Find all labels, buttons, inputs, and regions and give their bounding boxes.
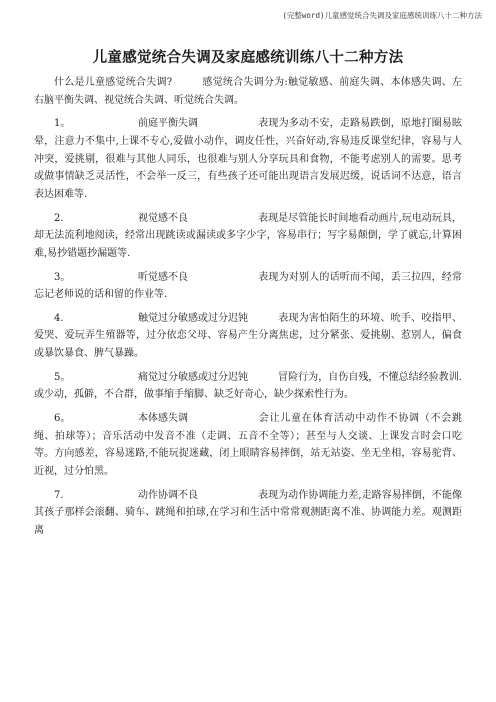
item-number: 5。	[54, 371, 71, 383]
item-paragraph	[34, 310, 462, 363]
item-term: 动作协调不良	[138, 489, 198, 501]
item-description: 表现为多动不安，走路易跌倒，原地打圈易眩晕，注意力不集中,上课不专心,爱做小动作，调皮任性，兴奋好动,容易违反课堂纪律，容易与人冲突，爱挑剔，很难与其他人同乐，也很难与别人分享玩具和食物，不能考虑别人的需要。思考或做事情缺乏灵活性，不会举一反三，有些孩子还可能出现语言发展迟缓，说话词不达意，语言表达困难等.	[34, 118, 462, 200]
item-term: 本体感失调	[138, 413, 188, 425]
item-description: 表现为动作协调能力差,走路容易摔倒，不能像其孩子那样会滚翻、骑车、跳绳和拍球,在学习和生活中常常观测距离不准、协调能力差。观测距离	[34, 489, 462, 536]
intro-answer: 感觉统合失调分为:触觉敏感、前庭失调、本体感失调、左右脑平衡失调、视觉统合失调、听觉统合失调。	[34, 77, 462, 106]
item-paragraph	[34, 115, 462, 203]
document-body	[34, 74, 462, 546]
item-description: 会让儿童在体育活动中动作不协调（不会跳绳、拍球等）；音乐活动中发音不准（走调、五音不全等）；甚至与人交谈、上课发言时会口吃等。方向感差，容易迷路,不能玩捉迷藏，闭上眼睛容易摔倒，站无站姿、坐无坐相，容易驼背、近视，过分怕黑。	[34, 413, 462, 477]
item-number: 2.	[54, 212, 64, 224]
item-term: 前庭平衡失调	[138, 118, 198, 130]
item-paragraph	[34, 269, 462, 304]
item-paragraph	[34, 487, 462, 540]
item-term: 视觉感不良	[138, 212, 188, 224]
document-title: 儿童感觉统合失调及家庭感统训练八十二种方法	[92, 50, 404, 66]
item-paragraph	[34, 210, 462, 263]
intro-paragraph	[34, 74, 462, 109]
intro-question: 什么是儿童感觉统合失调?	[54, 77, 173, 88]
item-number: 7.	[54, 489, 64, 501]
item-number: 6。	[54, 413, 71, 425]
item-paragraph	[34, 410, 462, 480]
item-description: 表现为对别人的话听而不闻，丢三拉四，经常忘记老师说的话和留的作业等.	[34, 271, 462, 301]
item-term: 触觉过分敏感或过分迟钝	[138, 312, 248, 324]
item-description: 表现是尽管能长时间地看动画片,玩电动玩具，却无法流利地阅读，经常出现跳读或漏读或多字少字，容易串行；写字易颠倒，学了就忘,计算困难,易抄错题抄漏题等.	[34, 212, 462, 259]
item-description: 冒险行为，自伤自残，不懂总结经验教训.或少动，孤僻，不合群，做事缩手缩脚、缺乏好奇心，缺少探索性行为。	[34, 371, 462, 401]
item-term: 痛觉过分敏感或过分迟钝	[138, 371, 248, 383]
item-number: 4.	[54, 312, 64, 324]
item-number: 1。	[54, 118, 71, 130]
item-description: 表现为害怕陌生的环境、吮手、咬指甲、爱哭、爱玩弄生殖器等，过分依恋父母、容易产生分离焦虑，过分紧张、爱挑剔、惹别人，偏食或暴饮暴食、脾气暴躁。	[34, 312, 462, 360]
running-header: (完整word)儿童感觉统合失调及家庭感统训练八十二种方法	[282, 11, 482, 20]
item-term: 听觉感不良	[138, 271, 188, 283]
item-number: 3。	[54, 271, 71, 283]
item-paragraph	[34, 369, 462, 404]
